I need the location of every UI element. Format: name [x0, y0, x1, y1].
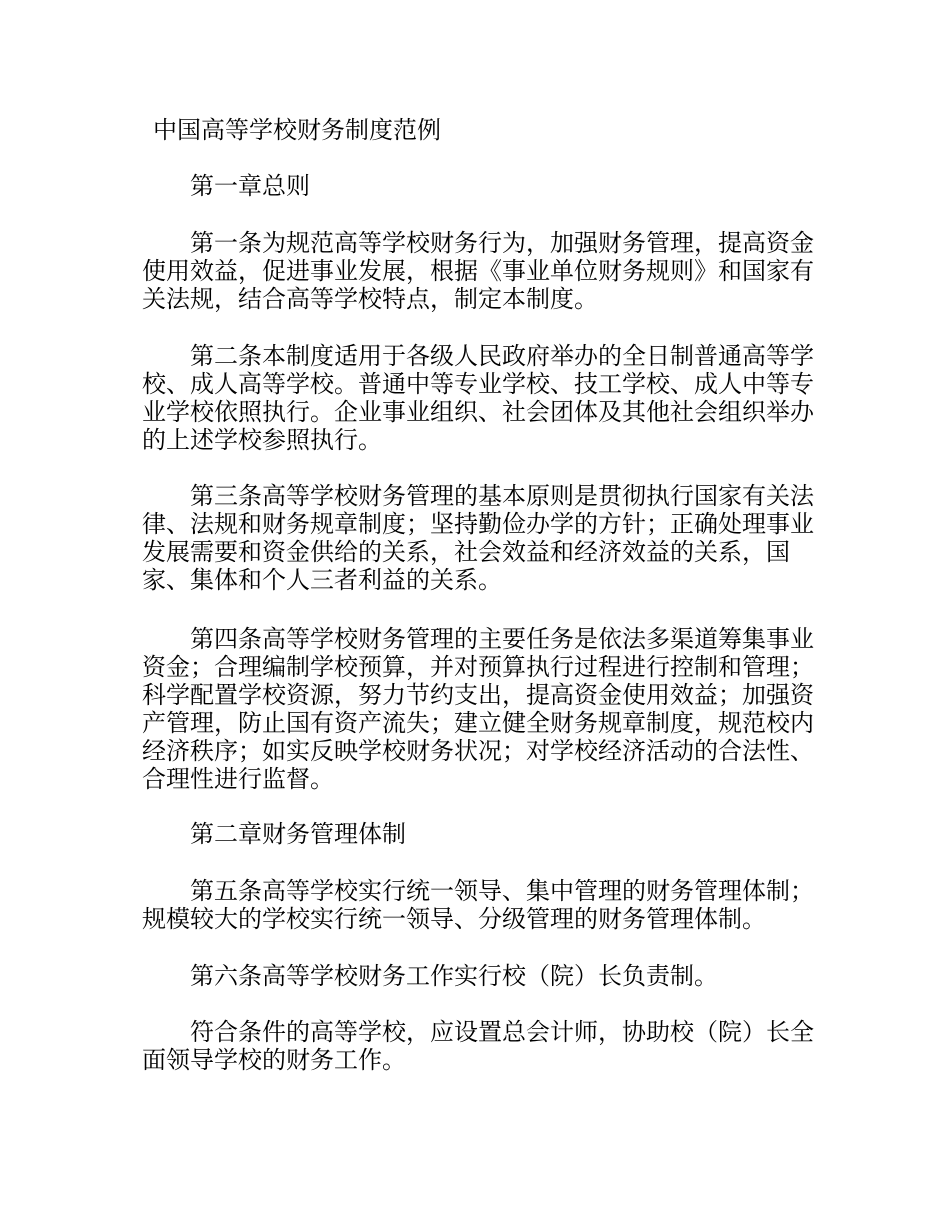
chief-accountant-paragraph: 符合条件的高等学校，应设置总会计师，协助校（院）长全面领导学校的财务工作。 [142, 1018, 814, 1074]
article-3-paragraph: 第三条高等学校财务管理的基本原则是贯彻执行国家有关法律、法规和财务规章制度；坚持勤俭办学的方针；正确处理事业发展需要和资金供给的关系，社会效益和经济效益的关系，国家、集体和个人三者利益的关系。 [142, 482, 814, 594]
chapter-1-heading: 第一章总则 [190, 172, 310, 200]
article-5-paragraph: 第五条高等学校实行统一领导、集中管理的财务管理体制；规模较大的学校实行统一领导、分级管理的财务管理体制。 [142, 877, 814, 933]
chapter-2-heading: 第二章财务管理体制 [190, 820, 406, 848]
article-4-paragraph: 第四条高等学校财务管理的主要任务是依法多渠道筹集事业资金；合理编制学校预算，并对预算执行过程进行控制和管理；科学配置学校资源，努力节约支出，提高资金使用效益；加强资产管理，防止国有资产流失；建立健全财务规章制度，规范校内经济秩序；如实反映学校财务状况；对学校经济活动的合法性、合理性进行监督。 [142, 625, 814, 793]
document-title: 中国高等学校财务制度范例 [153, 116, 441, 144]
article-1-paragraph: 第一条为规范高等学校财务行为，加强财务管理，提高资金使用效益，促进事业发展，根据《事业单位财务规则》和国家有关法规，结合高等学校特点，制定本制度。 [142, 229, 814, 313]
article-6-paragraph: 第六条高等学校财务工作实行校（院）长负责制。 [190, 962, 718, 990]
article-2-paragraph: 第二条本制度适用于各级人民政府举办的全日制普通高等学校、成人高等学校。普通中等专业学校、技工学校、成人中等专业学校依照执行。企业事业组织、社会团体及其他社会组织举办的上述学校参照执行。 [142, 342, 814, 454]
